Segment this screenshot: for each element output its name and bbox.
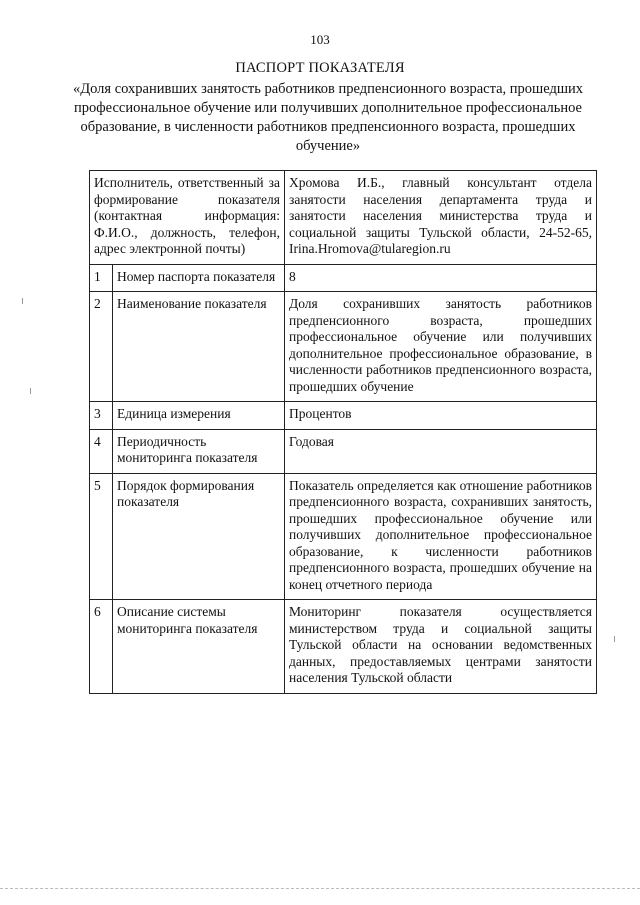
scan-margin-mark [22, 298, 23, 304]
scan-margin-mark [30, 388, 31, 394]
row-value: Годовая [285, 429, 597, 473]
row-label: Периодичность мониторинга показателя [113, 429, 285, 473]
row-number: 6 [90, 600, 113, 694]
page-number: 103 [310, 32, 330, 47]
document-subtitle: «Доля сохранивших занятость работников предпенсионного возраста, прошедших профессиональное обучение или получивших дополнительное профессиональное образование, в численности работников предпенсионного возраста, прошедших обучение» [72, 81, 584, 154]
row-value: Показатель определяется как отношение работников предпенсионного возраста, сохранивших занятость, прошедших профессиональное обучение или получивших дополнительное профессиональное образование, к численности работников предпенсионного возраста, прошедших обучение на конец отчетного периода [285, 473, 597, 600]
table-row [90, 402, 597, 430]
row-number: 5 [90, 473, 113, 600]
row-label: Наименование показателя [113, 292, 285, 402]
table-row [90, 292, 597, 402]
contact-value-cell: Хромова И.Б., главный консультант отдела занятости населения департамента труда и занятости населения министерства труда и социальной защиты Тульской области, 24-52-65, Irina.Hromova@tularegion.ru [285, 171, 597, 265]
table-row [90, 600, 597, 694]
table-row [90, 473, 597, 600]
table-row-contact [90, 171, 597, 265]
row-value: 8 [285, 264, 597, 292]
table-row [90, 264, 597, 292]
row-number: 2 [90, 292, 113, 402]
contact-label-cell: Исполнитель, ответственный за формирование показателя (контактная информация: Ф.И.О., должность, телефон, адрес электронной почты) [90, 171, 285, 265]
row-value: Процентов [285, 402, 597, 430]
row-number: 4 [90, 429, 113, 473]
row-label: Номер паспорта показателя [113, 264, 285, 292]
row-label: Порядок формирования показателя [113, 473, 285, 600]
row-value: Мониторинг показателя осуществляется министерством труда и социальной защиты Тульской области на основании ведомственных данных, предоставляемых центрами занятости населения Тульской области [285, 600, 597, 694]
row-number: 1 [90, 264, 113, 292]
table-row [90, 429, 597, 473]
row-number: 3 [90, 402, 113, 430]
scan-bottom-edge [0, 888, 640, 889]
row-label: Единица измерения [113, 402, 285, 430]
document-title: ПАСПОРТ ПОКАЗАТЕЛЯ [235, 60, 405, 76]
row-value: Доля сохранивших занятость работников предпенсионного возраста, прошедших профессиональное обучение или получивших дополнительное профессиональное образование, в численности работников предпенсионного возраста, прошедших обучение [285, 292, 597, 402]
scan-margin-mark [614, 636, 615, 642]
indicator-passport-table [89, 170, 597, 694]
row-label: Описание системы мониторинга показателя [113, 600, 285, 694]
